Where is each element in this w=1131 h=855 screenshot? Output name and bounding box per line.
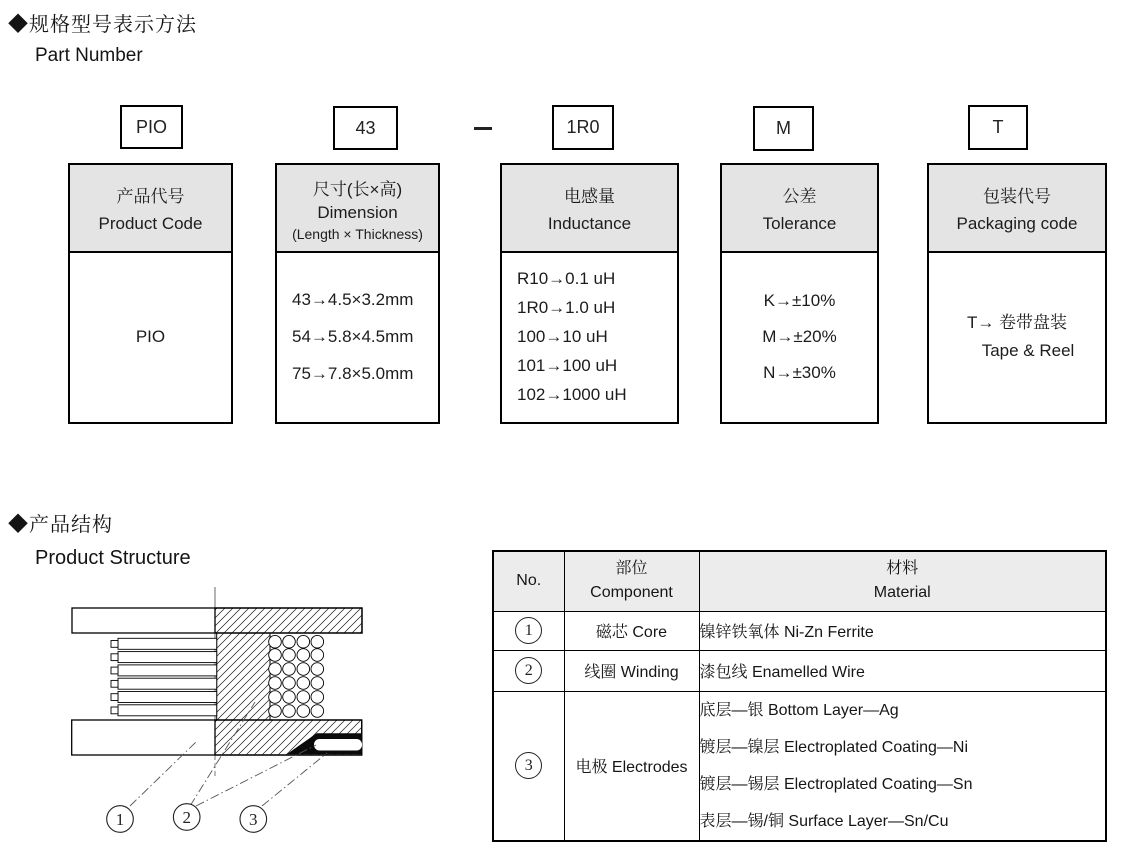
header-en: Dimension xyxy=(317,202,398,222)
material-cell: 镍锌铁氧体 Ni-Zn Ferrite xyxy=(699,611,1106,650)
material-cell xyxy=(699,691,1106,841)
column-body xyxy=(929,253,1105,420)
body-line: PIO xyxy=(135,326,166,346)
code-box-product: PIO xyxy=(120,105,183,149)
body-line: T→ 卷带盘装 xyxy=(966,312,1068,332)
header-en: Tolerance xyxy=(762,214,837,233)
body-line: 54→5.8×4.5mm xyxy=(292,327,414,346)
body-line: 101→100 uH xyxy=(517,356,618,375)
column-body xyxy=(277,253,438,420)
code-box-dimension: 43 xyxy=(333,106,398,150)
top-flange-hatched xyxy=(215,608,362,633)
code-box-tolerance: M xyxy=(753,106,814,151)
leader-3 xyxy=(262,753,327,806)
material-lines xyxy=(700,692,1106,840)
material-line: 表层—锡/铜 Surface Layer—Sn/Cu xyxy=(699,812,949,830)
column-body xyxy=(722,253,877,420)
winding-side-bars xyxy=(111,638,217,716)
header-zh: 公差 xyxy=(782,187,817,206)
column-body xyxy=(70,253,231,420)
header-zh: 尺寸(长×高) xyxy=(312,179,403,199)
material-line: 镀层—锡层 Electroplated Coating—Sn xyxy=(699,775,973,793)
header-sub: (Length × Thickness) xyxy=(292,225,423,242)
section2-title-en: Product Structure xyxy=(35,547,191,569)
body-line: R10→0.1 uH xyxy=(517,269,616,288)
column-product-code xyxy=(68,163,233,424)
body-line: 102→1000 uH xyxy=(517,385,627,404)
body-line: 75→7.8×5.0mm xyxy=(292,364,414,383)
electrode-wire-slot xyxy=(314,739,362,751)
column-tolerance xyxy=(720,163,879,424)
table-row xyxy=(493,650,1106,691)
component-cell: 磁芯 Core xyxy=(564,611,699,650)
table-row xyxy=(493,611,1106,650)
core-column xyxy=(217,633,270,720)
body-line: M→±20% xyxy=(762,326,837,346)
header-zh: 包装代号 xyxy=(983,187,1051,206)
label-1: 1 xyxy=(115,810,125,829)
body-line: K→±10% xyxy=(763,290,836,310)
row-number-cell xyxy=(493,650,564,691)
winding-wire-circles xyxy=(269,635,324,717)
diagram-labels xyxy=(107,804,267,833)
header-material: 材料 Material xyxy=(699,551,1106,611)
column-header xyxy=(929,165,1105,253)
label-3: 3 xyxy=(249,810,258,829)
body-line: 1R0→1.0 uH xyxy=(517,298,616,317)
component-cell: 电极 Electrodes xyxy=(564,691,699,841)
header-en: Packaging code xyxy=(956,214,1078,233)
circled-number: 3 xyxy=(515,752,542,779)
code-box-inductance: 1R0 xyxy=(552,105,614,150)
component-cell: 线圈 Winding xyxy=(564,650,699,691)
column-header xyxy=(502,165,677,253)
column-packaging xyxy=(927,163,1107,424)
column-header xyxy=(722,165,877,253)
header-zh: 产品代号 xyxy=(116,187,185,206)
body-line: 100→10 uH xyxy=(517,327,608,346)
structure-table xyxy=(492,550,1107,842)
section1-title-zh: ◆规格型号表示方法 xyxy=(8,14,197,36)
header-en: Product Code xyxy=(98,214,203,233)
row-number-cell xyxy=(493,611,564,650)
code-box-packaging: T xyxy=(968,105,1028,150)
separator-dash xyxy=(474,127,492,130)
circled-number: 2 xyxy=(515,657,542,684)
header-no: No. xyxy=(493,551,564,611)
body-line: 43→4.5×3.2mm xyxy=(292,290,414,309)
material-line: 镀层—镍层 Electroplated Coating—Ni xyxy=(699,738,969,756)
table-row xyxy=(493,691,1106,841)
column-dimension xyxy=(275,163,440,424)
section1-title-en: Part Number xyxy=(35,45,143,66)
column-body xyxy=(502,253,677,420)
header-en: Inductance xyxy=(547,214,632,233)
material-line: 底层—银 Bottom Layer—Ag xyxy=(699,701,899,719)
body-line: Tape & Reel xyxy=(981,340,1075,360)
column-header xyxy=(277,165,438,253)
column-inductance xyxy=(500,163,679,424)
row-number-cell xyxy=(493,691,564,841)
section2-title-zh: ◆产品结构 xyxy=(8,514,113,536)
material-cell: 漆包线 Enamelled Wire xyxy=(699,650,1106,691)
header-component: 部位 Component xyxy=(564,551,699,611)
column-header xyxy=(70,165,231,253)
product-structure-diagram xyxy=(58,583,370,843)
body-line: N→±30% xyxy=(763,362,836,382)
table-header-row xyxy=(493,551,1106,611)
header-zh: 电感量 xyxy=(564,187,615,206)
label-2: 2 xyxy=(182,808,191,827)
circled-number: 1 xyxy=(515,617,542,644)
